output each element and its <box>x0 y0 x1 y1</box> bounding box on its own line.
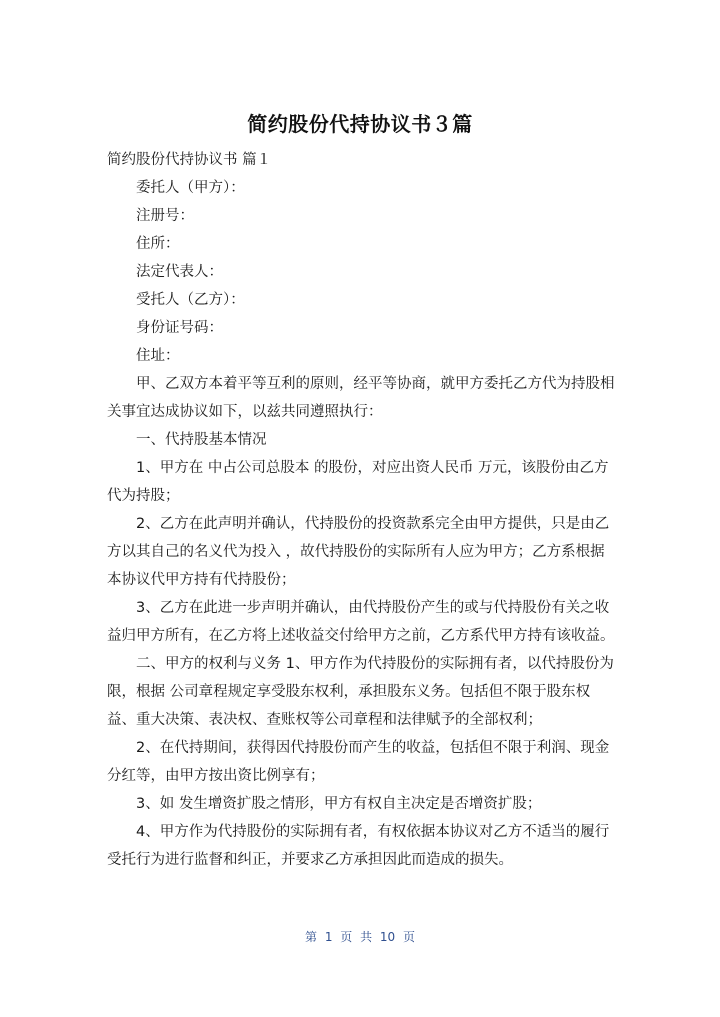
document-body <box>107 146 617 874</box>
field-trustee: 受托人（乙方）： <box>136 292 245 308</box>
clause-1-3: 3、乙方在此进一步声明并确认，由代持股份产生的或与代持股份有关之收益归甲方所有，在乙方将上述收益交付给甲方之前，乙方系代甲方持有该收益。 <box>107 600 615 644</box>
field-domicile: 住所： <box>136 236 180 252</box>
document-subtitle: 简约股份代持协议书 篇１ <box>107 152 272 168</box>
section-heading-1: 一、代持股基本情况 <box>136 432 267 448</box>
clause-2-4: 4、甲方作为代持股份的实际拥有者，有权依据本协议对乙方不适当的履行受托行为进行监督和纠正，并要求乙方承担因此而造成的损失。 <box>107 824 610 868</box>
field-address: 住址： <box>136 348 180 364</box>
field-principal: 委托人（甲方）： <box>136 180 245 196</box>
field-id-number: 身份证号码： <box>136 320 223 336</box>
clause-1-2: 2、乙方在此声明并确认，代持股份的投资款系完全由甲方提供，只是由乙方以其自己的名义代为投入 ，故代持股份的实际所有人应为甲方；乙方系根据本协议代甲方持有代持股份； <box>107 516 610 588</box>
clause-2-3: 3、如 发生增资扩股之情形，甲方有权自主决定是否增资扩股； <box>136 796 542 812</box>
document-title: 简约股份代持协议书３篇 <box>247 112 473 136</box>
clause-2-2: 2、在代持期间，获得因代持股份而产生的收益，包括但不限于利润、现金分红等，由甲方按出资比例享有； <box>107 740 610 784</box>
paragraph-preamble: 甲、乙双方本着平等互利的原则，经平等协商，就甲方委托乙方代为持股相关事宜达成协议如下，以兹共同遵照执行： <box>107 376 615 420</box>
page-number-footer: 第 1 页 共 10 页 <box>305 930 415 944</box>
field-registration-number: 注册号： <box>136 208 194 224</box>
field-legal-representative: 法定代表人： <box>136 264 223 280</box>
section-2-clause-1: 二、甲方的权利与义务 1、甲方作为代持股份的实际拥有者，以代持股份为限，根据 公司章程规定享受股东权利，承担股东义务。包括但不限于股东权益、重大决策、表决权、查账权等公司章程和法律赋予的全部权利； <box>107 656 614 728</box>
clause-1-1: 1、甲方在 中占公司总股本 的股份，对应出资人民币 万元，该股份由乙方代为持股； <box>107 460 609 504</box>
